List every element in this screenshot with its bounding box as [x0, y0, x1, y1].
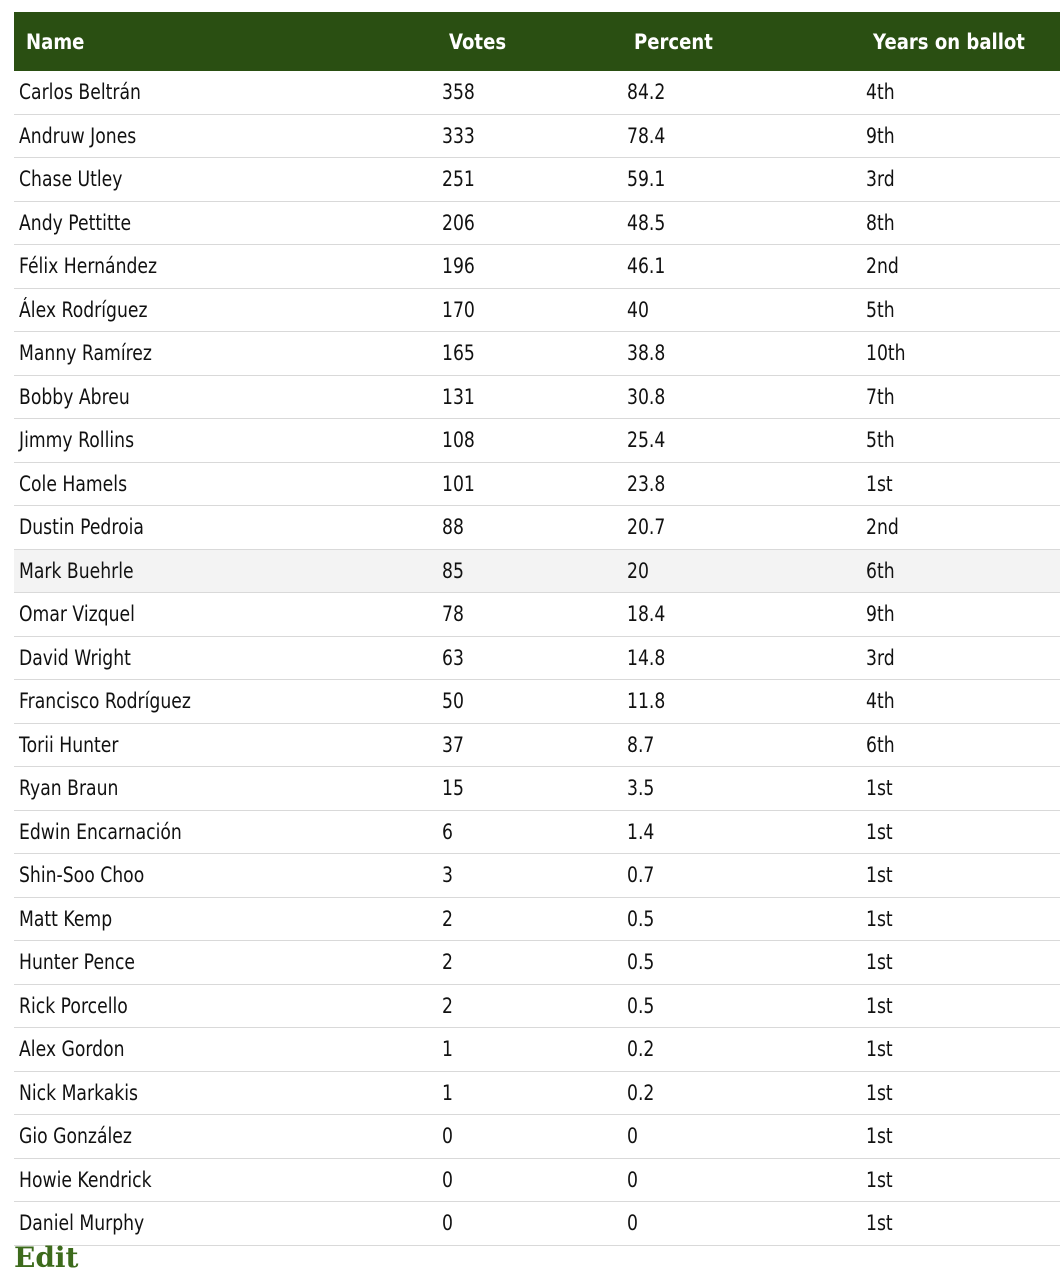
percent-cell — [622, 1158, 861, 1202]
votes-text: 2 — [442, 950, 453, 975]
votes-text: 85 — [442, 558, 464, 583]
name-cell — [14, 375, 437, 419]
header-name[interactable]: Name — [26, 29, 85, 54]
name-cell — [14, 897, 437, 941]
years-text: 1st — [866, 993, 893, 1018]
table-row — [14, 114, 1060, 158]
years-text: 1st — [866, 471, 893, 496]
years-cell — [861, 1115, 1060, 1159]
name-cell — [14, 593, 437, 637]
votes-cell — [437, 941, 622, 985]
name-text: Chase Utley — [19, 167, 123, 192]
name-cell — [14, 549, 437, 593]
votes-cell — [437, 854, 622, 898]
years-cell — [861, 506, 1060, 550]
name-cell — [14, 332, 437, 376]
percent-cell — [622, 549, 861, 593]
years-cell — [861, 549, 1060, 593]
votes-text: 78 — [442, 602, 464, 627]
name-cell — [14, 941, 437, 985]
table-row — [14, 71, 1060, 114]
years-cell — [861, 201, 1060, 245]
name-cell — [14, 419, 437, 463]
name-text: Francisco Rodríguez — [19, 689, 191, 714]
name-cell — [14, 1071, 437, 1115]
years-text: 4th — [866, 80, 895, 105]
table-row — [14, 419, 1060, 463]
header-votes[interactable]: Votes — [449, 29, 507, 54]
percent-text: 84.2 — [627, 80, 666, 105]
name-cell — [14, 723, 437, 767]
percent-text: 23.8 — [627, 471, 666, 496]
years-cell — [861, 332, 1060, 376]
name-cell — [14, 506, 437, 550]
votes-text: 88 — [442, 515, 464, 540]
years-text: 1st — [866, 1124, 893, 1149]
header-years-on-ballot[interactable]: Years on ballot — [873, 29, 1025, 54]
years-text: 5th — [866, 297, 895, 322]
votes-text: 196 — [442, 254, 475, 279]
years-cell — [861, 1071, 1060, 1115]
name-text: Hunter Pence — [19, 950, 136, 975]
percent-text: 0 — [627, 1211, 638, 1236]
votes-text: 15 — [442, 776, 464, 801]
years-cell — [861, 1202, 1060, 1246]
name-cell — [14, 767, 437, 811]
percent-text: 0.7 — [627, 863, 655, 888]
votes-cell — [437, 158, 622, 202]
percent-cell — [622, 201, 861, 245]
name-text: Manny Ramírez — [19, 341, 152, 366]
years-text: 10th — [866, 341, 906, 366]
name-text: Mark Buehrle — [19, 558, 134, 583]
table-row — [14, 1158, 1060, 1202]
years-text: 1st — [866, 950, 893, 975]
name-text: Gio González — [19, 1124, 132, 1149]
votes-text: 131 — [442, 384, 475, 409]
votes-text: 2 — [442, 906, 453, 931]
name-text: Nick Markakis — [19, 1080, 139, 1105]
name-text: Torii Hunter — [19, 732, 119, 757]
years-cell — [861, 245, 1060, 289]
table-row — [14, 854, 1060, 898]
name-cell — [14, 1115, 437, 1159]
years-text: 6th — [866, 732, 895, 757]
name-cell — [14, 1158, 437, 1202]
votes-cell — [437, 593, 622, 637]
percent-text: 78.4 — [627, 123, 666, 148]
percent-cell — [622, 941, 861, 985]
years-text: 3rd — [866, 645, 895, 670]
percent-text: 40 — [627, 297, 649, 322]
name-text: David Wright — [19, 645, 131, 670]
votes-text: 37 — [442, 732, 464, 757]
percent-text: 11.8 — [627, 689, 666, 714]
name-text: Carlos Beltrán — [19, 80, 141, 105]
table-body — [14, 71, 1060, 1245]
years-cell — [861, 158, 1060, 202]
votes-text: 170 — [442, 297, 475, 322]
years-cell — [861, 593, 1060, 637]
name-cell — [14, 1202, 437, 1246]
votes-cell — [437, 723, 622, 767]
votes-cell — [437, 332, 622, 376]
votes-cell — [437, 419, 622, 463]
votes-cell — [437, 462, 622, 506]
years-text: 1st — [866, 819, 893, 844]
votes-cell — [437, 1115, 622, 1159]
votes-cell — [437, 71, 622, 114]
votes-text: 3 — [442, 863, 453, 888]
votes-cell — [437, 636, 622, 680]
votes-cell — [437, 245, 622, 289]
percent-cell — [622, 680, 861, 724]
name-text: Matt Kemp — [19, 906, 113, 931]
years-text: 1st — [866, 1167, 893, 1192]
percent-cell — [622, 71, 861, 114]
percent-cell — [622, 375, 861, 419]
votes-text: 1 — [442, 1080, 453, 1105]
percent-text: 0 — [627, 1167, 638, 1192]
votes-cell — [437, 288, 622, 332]
percent-text: 18.4 — [627, 602, 666, 627]
name-text: Andruw Jones — [19, 123, 137, 148]
percent-text: 14.8 — [627, 645, 666, 670]
years-text: 9th — [866, 123, 895, 148]
votes-text: 0 — [442, 1211, 453, 1236]
percent-cell — [622, 1202, 861, 1246]
years-cell — [861, 854, 1060, 898]
percent-text: 0 — [627, 1124, 638, 1149]
votes-cell — [437, 1071, 622, 1115]
years-text: 8th — [866, 210, 895, 235]
votes-cell — [437, 767, 622, 811]
years-cell — [861, 897, 1060, 941]
years-text: 7th — [866, 384, 895, 409]
percent-cell — [622, 114, 861, 158]
years-cell — [861, 636, 1060, 680]
years-text: 1st — [866, 906, 893, 931]
name-text: Ryan Braun — [19, 776, 119, 801]
percent-cell — [622, 1071, 861, 1115]
years-cell — [861, 1158, 1060, 1202]
votes-text: 206 — [442, 210, 475, 235]
percent-text: 3.5 — [627, 776, 655, 801]
votes-cell — [437, 1158, 622, 1202]
name-text: Jimmy Rollins — [19, 428, 135, 453]
table-row — [14, 375, 1060, 419]
percent-text: 0.5 — [627, 993, 655, 1018]
percent-cell — [622, 332, 861, 376]
years-cell — [861, 767, 1060, 811]
name-cell — [14, 201, 437, 245]
name-text: Alex Gordon — [19, 1037, 125, 1062]
percent-text: 30.8 — [627, 384, 666, 409]
table-row — [14, 767, 1060, 811]
name-text: Omar Vizquel — [19, 602, 135, 627]
percent-cell — [622, 810, 861, 854]
table-row — [14, 1115, 1060, 1159]
ballot-results-table — [14, 12, 1060, 1246]
percent-text: 59.1 — [627, 167, 666, 192]
table-header — [14, 12, 1060, 71]
percent-text: 46.1 — [627, 254, 666, 279]
years-text: 1st — [866, 1037, 893, 1062]
years-cell — [861, 462, 1060, 506]
percent-cell — [622, 419, 861, 463]
votes-cell — [437, 1028, 622, 1072]
votes-cell — [437, 810, 622, 854]
years-text: 2nd — [866, 254, 899, 279]
table-row — [14, 636, 1060, 680]
name-cell — [14, 114, 437, 158]
percent-cell — [622, 723, 861, 767]
name-cell — [14, 636, 437, 680]
percent-cell — [622, 854, 861, 898]
name-text: Rick Porcello — [19, 993, 128, 1018]
name-cell — [14, 71, 437, 114]
years-cell — [861, 984, 1060, 1028]
years-cell — [861, 680, 1060, 724]
percent-text: 0.2 — [627, 1080, 655, 1105]
years-text: 6th — [866, 558, 895, 583]
years-cell — [861, 810, 1060, 854]
table-row — [14, 288, 1060, 332]
years-text: 3rd — [866, 167, 895, 192]
percent-text: 0.5 — [627, 950, 655, 975]
name-text: Dustin Pedroia — [19, 515, 144, 540]
years-text: 1st — [866, 1080, 893, 1105]
years-cell — [861, 723, 1060, 767]
table-row — [14, 201, 1060, 245]
percent-cell — [622, 897, 861, 941]
votes-text: 0 — [442, 1124, 453, 1149]
percent-cell — [622, 158, 861, 202]
votes-text: 2 — [442, 993, 453, 1018]
name-text: Félix Hernández — [19, 254, 158, 279]
percent-text: 0.2 — [627, 1037, 655, 1062]
years-text: 1st — [866, 863, 893, 888]
name-cell — [14, 1028, 437, 1072]
years-text: 1st — [866, 776, 893, 801]
percent-cell — [622, 1028, 861, 1072]
percent-cell — [622, 462, 861, 506]
votes-text: 108 — [442, 428, 475, 453]
percent-cell — [622, 288, 861, 332]
years-cell — [861, 941, 1060, 985]
votes-cell — [437, 680, 622, 724]
years-text: 2nd — [866, 515, 899, 540]
votes-text: 251 — [442, 167, 475, 192]
name-cell — [14, 288, 437, 332]
table-row — [14, 1071, 1060, 1115]
years-cell — [861, 1028, 1060, 1072]
years-cell — [861, 114, 1060, 158]
percent-text: 1.4 — [627, 819, 655, 844]
votes-text: 50 — [442, 689, 464, 714]
percent-cell — [622, 767, 861, 811]
section-heading-fragment: Edit — [14, 1241, 79, 1274]
table-row — [14, 245, 1060, 289]
votes-cell — [437, 984, 622, 1028]
percent-cell — [622, 245, 861, 289]
percent-cell — [622, 506, 861, 550]
table-row — [14, 1028, 1060, 1072]
votes-cell — [437, 549, 622, 593]
percent-text: 20 — [627, 558, 649, 583]
votes-cell — [437, 506, 622, 550]
name-text: Shin-Soo Choo — [19, 863, 145, 888]
years-cell — [861, 419, 1060, 463]
table-row — [14, 723, 1060, 767]
votes-cell — [437, 114, 622, 158]
votes-cell — [437, 897, 622, 941]
years-cell — [861, 288, 1060, 332]
years-text: 1st — [866, 1211, 893, 1236]
votes-text: 333 — [442, 123, 475, 148]
table-row — [14, 1202, 1060, 1246]
votes-text: 358 — [442, 80, 475, 105]
percent-cell — [622, 984, 861, 1028]
votes-text: 101 — [442, 471, 475, 496]
table-row — [14, 506, 1060, 550]
votes-cell — [437, 1202, 622, 1246]
votes-text: 63 — [442, 645, 464, 670]
name-text: Bobby Abreu — [19, 384, 130, 409]
name-cell — [14, 854, 437, 898]
votes-cell — [437, 375, 622, 419]
table-row — [14, 897, 1060, 941]
name-text: Howie Kendrick — [19, 1167, 152, 1192]
percent-text: 25.4 — [627, 428, 666, 453]
name-text: Álex Rodríguez — [19, 297, 148, 322]
name-text: Andy Pettitte — [19, 210, 132, 235]
table-row — [14, 984, 1060, 1028]
table-row — [14, 593, 1060, 637]
table-row — [14, 810, 1060, 854]
votes-text: 0 — [442, 1167, 453, 1192]
table-row — [14, 158, 1060, 202]
years-text: 4th — [866, 689, 895, 714]
name-cell — [14, 984, 437, 1028]
name-cell — [14, 245, 437, 289]
name-cell — [14, 462, 437, 506]
percent-text: 0.5 — [627, 906, 655, 931]
table-row — [14, 941, 1060, 985]
header-percent[interactable]: Percent — [634, 29, 713, 54]
votes-text: 1 — [442, 1037, 453, 1062]
table-row — [14, 462, 1060, 506]
percent-text: 38.8 — [627, 341, 666, 366]
years-text: 5th — [866, 428, 895, 453]
percent-text: 20.7 — [627, 515, 666, 540]
years-cell — [861, 71, 1060, 114]
percent-cell — [622, 593, 861, 637]
percent-text: 48.5 — [627, 210, 666, 235]
table-row — [14, 549, 1060, 593]
name-text: Edwin Encarnación — [19, 819, 182, 844]
percent-cell — [622, 1115, 861, 1159]
header-row — [14, 12, 1060, 71]
votes-cell — [437, 201, 622, 245]
name-cell — [14, 158, 437, 202]
years-text: 9th — [866, 602, 895, 627]
percent-text: 8.7 — [627, 732, 655, 757]
name-text: Cole Hamels — [19, 471, 128, 496]
name-cell — [14, 810, 437, 854]
name-cell — [14, 680, 437, 724]
votes-text: 165 — [442, 341, 475, 366]
table-row — [14, 680, 1060, 724]
percent-cell — [622, 636, 861, 680]
votes-text: 6 — [442, 819, 453, 844]
table-row — [14, 332, 1060, 376]
name-text: Daniel Murphy — [19, 1211, 145, 1236]
years-cell — [861, 375, 1060, 419]
